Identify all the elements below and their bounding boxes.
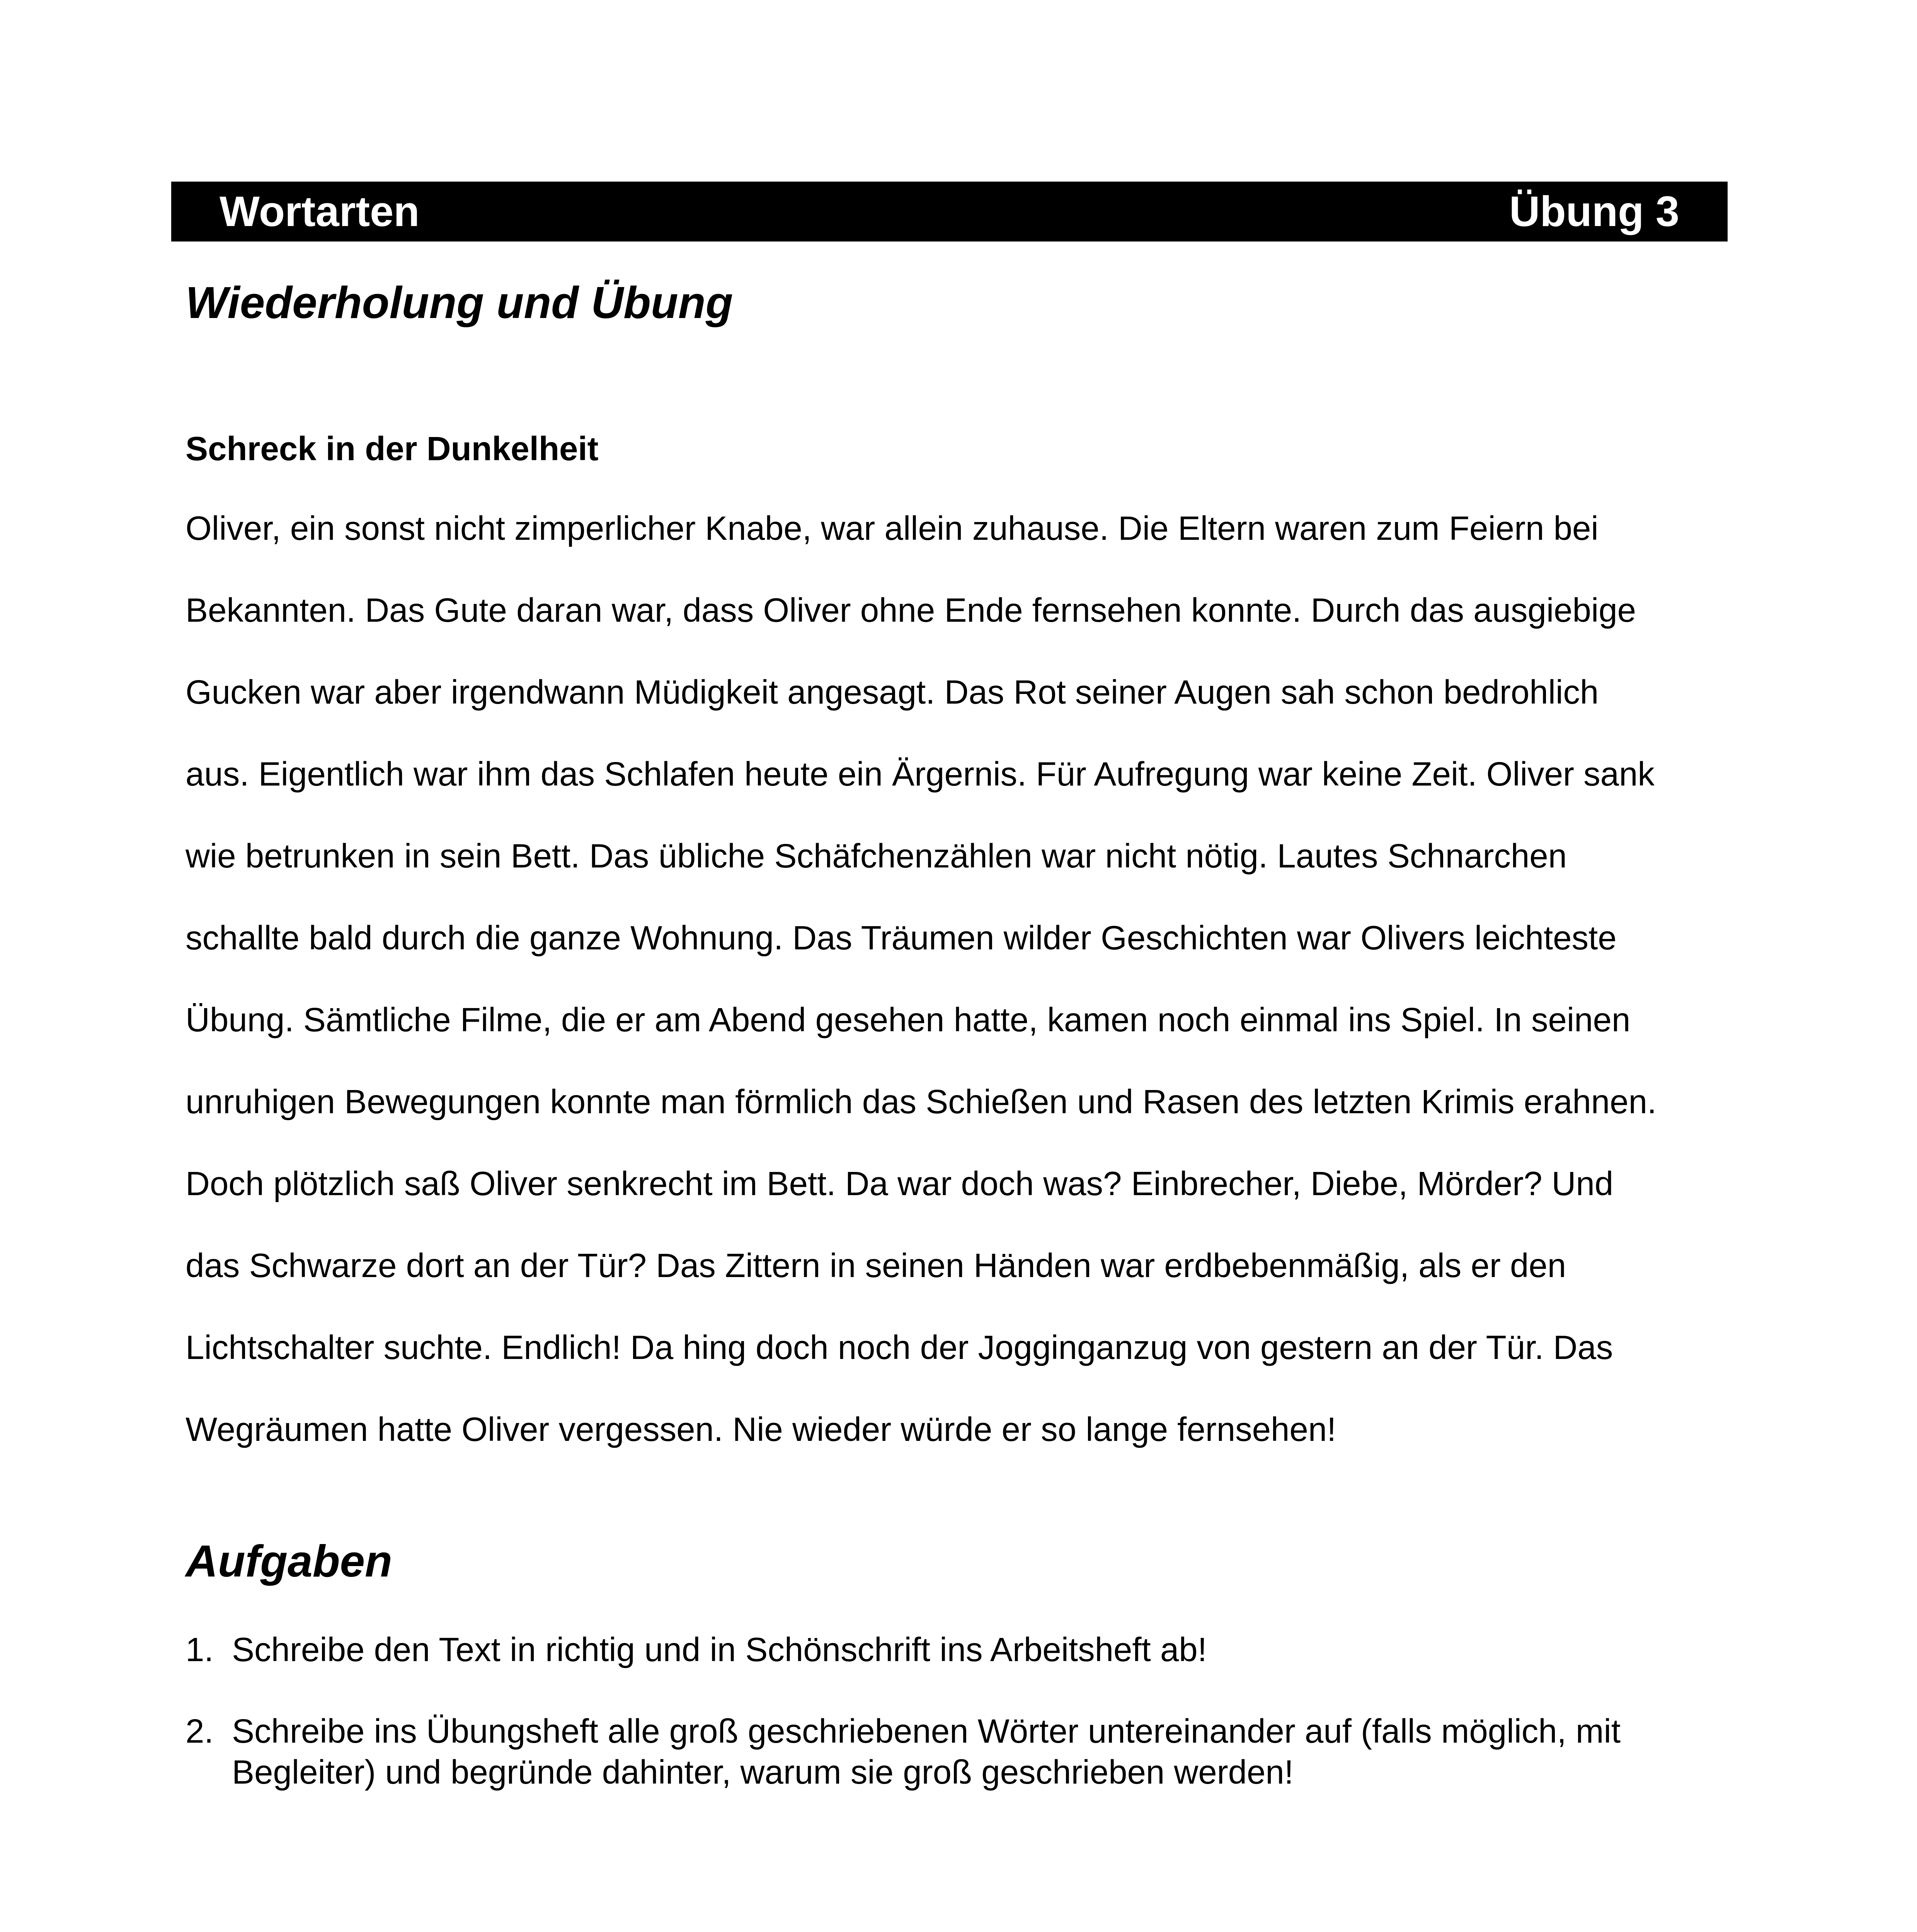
story-line: Gucken war aber irgendwann Müdigkeit angesagt. Das Rot seiner Augen sah schon bedrohlich (186, 673, 1599, 711)
story-text (186, 509, 1657, 1492)
story-line: Wegräumen hatte Oliver vergessen. Nie wieder würde er so lange fernsehen! (186, 1411, 1336, 1448)
task-item (186, 1711, 1747, 1793)
story-line: Bekannten. Das Gute daran war, dass Oliver ohne Ende fernsehen konnte. Durch das ausgiebige (186, 592, 1636, 629)
tasks-title: Aufgaben (186, 1536, 392, 1586)
header-topic: Wortarten (220, 187, 420, 235)
story-line: Oliver, ein sonst nicht zimperlicher Knabe, war allein zuhause. Die Eltern waren zum Feiern bei (186, 510, 1599, 547)
story-line: Doch plötzlich saß Oliver senkrecht im Bett. Da war doch was? Einbrecher, Diebe, Mörder? Und (186, 1165, 1614, 1202)
task-text: Schreibe ins Übungsheft alle groß geschriebenen Wörter untereinander auf (falls möglich, mit Begleiter) und begründe dahinter, warum sie groß geschrieben werden! (232, 1713, 1621, 1791)
task-item (186, 1629, 1747, 1670)
story-line: schallte bald durch die ganze Wohnung. Das Träumen wilder Geschichten war Olivers leichteste (186, 919, 1617, 957)
page-subtitle: Wiederholung und Übung (186, 277, 733, 328)
header-bar (171, 182, 1728, 242)
story-line: unruhigen Bewegungen konnte man förmlich das Schießen und Rasen des letzten Krimis erahnen. (186, 1083, 1657, 1121)
story-line: Übung. Sämtliche Filme, die er am Abend gesehen hatte, kamen noch einmal ins Spiel. In seinen (186, 1001, 1631, 1039)
story-title: Schreck in der Dunkelheit (186, 430, 599, 468)
task-list (186, 1629, 1747, 1793)
header-exercise-number: Übung 3 (1509, 187, 1679, 235)
story-line: Lichtschalter suchte. Endlich! Da hing doch noch der Jogginganzug von gestern an der Tür. Das (186, 1329, 1613, 1366)
story-line: das Schwarze dort an der Tür? Das Zittern in seinen Händen war erdbebenmäßig, als er den (186, 1247, 1566, 1284)
story-line: wie betrunken in sein Bett. Das übliche Schäfchenzählen war nicht nötig. Lautes Schnarchen (186, 837, 1567, 875)
task-number: 2. (186, 1713, 214, 1750)
task-number: 1. (186, 1631, 214, 1668)
task-text: Schreibe den Text in richtig und in Schönschrift ins Arbeitsheft ab! (232, 1631, 1207, 1668)
story-line: aus. Eigentlich war ihm das Schlafen heute ein Ärgernis. Für Aufregung war keine Zeit. Oliver sank (186, 755, 1655, 793)
